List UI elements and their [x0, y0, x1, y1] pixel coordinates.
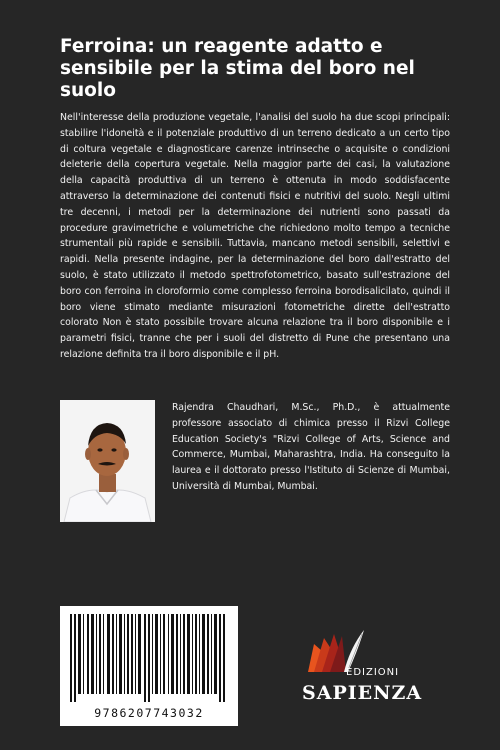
publisher-line1: EDIZIONI — [346, 667, 400, 678]
book-title: Ferroina: un reagente adatto e sensibile per la stima del boro nel suolo — [60, 36, 415, 101]
author-photo — [60, 400, 155, 522]
isbn-barcode — [60, 606, 238, 726]
publisher-logo — [290, 628, 430, 710]
book-abstract: Nell'interesse della produzione vegetale, l'analisi del suolo ha due scopi principali: stabilire l'idoneità e il potenziale produttivo di un terreno dedicato a un certo tipo di coltura vegetale e diagnosticare carenze intrinseche o acquisite o condizioni deleterie della copertura vegetale. Nella maggior parte dei casi, la valutazione della capacità produttiva di un terreno è ottenuta in modo soddisfacente attraverso la determinazione dei contenuti fisici e nutritivi del suolo. Negli ultimi tre decenni, i metodi per la determinazione dei nutrienti sono passati da procedure gravimetriche e volumetriche che richiedono molto tempo a tecniche strumentali più rapide e sensibili. Tuttavia, mancano metodi sensibili, selettivi e rapidi. Nella presente indagine, per la determinazione del boro dall'estratto del suolo, è stato utilizzato il metodo spettrofotometrico, basato sull'estrazione del boro con ferroina in cloroformio come complesso ferroina borodisalicilato, quindi il boro viene stimato mediante misurazioni fotometriche dirette dell'estratto colorato Non è stato possibile trovare alcuna relazione tra il boro disponibile e i parametri fisici, tranne che per i suoli del distretto di Pune che presentano una relazione definita tra il boro disponibile e il pH. — [60, 112, 450, 360]
barcode-bars — [68, 614, 230, 702]
author-bio: Rajendra Chaudhari, M.Sc., Ph.D., è attualmente professore associato di chimica presso il Rizvi College Education Society's "Rizvi College of Arts, Science and Commerce, Mumbai, Maharashtra, India. Ha conseguito la laurea e il dottorato presso l'Istituto di Scienze di Mumbai, Università di Mumbai, Mumbai. — [172, 402, 450, 492]
isbn-number: 9786207743032 — [94, 706, 204, 720]
publisher-line2: SAPIENZA — [302, 682, 423, 704]
